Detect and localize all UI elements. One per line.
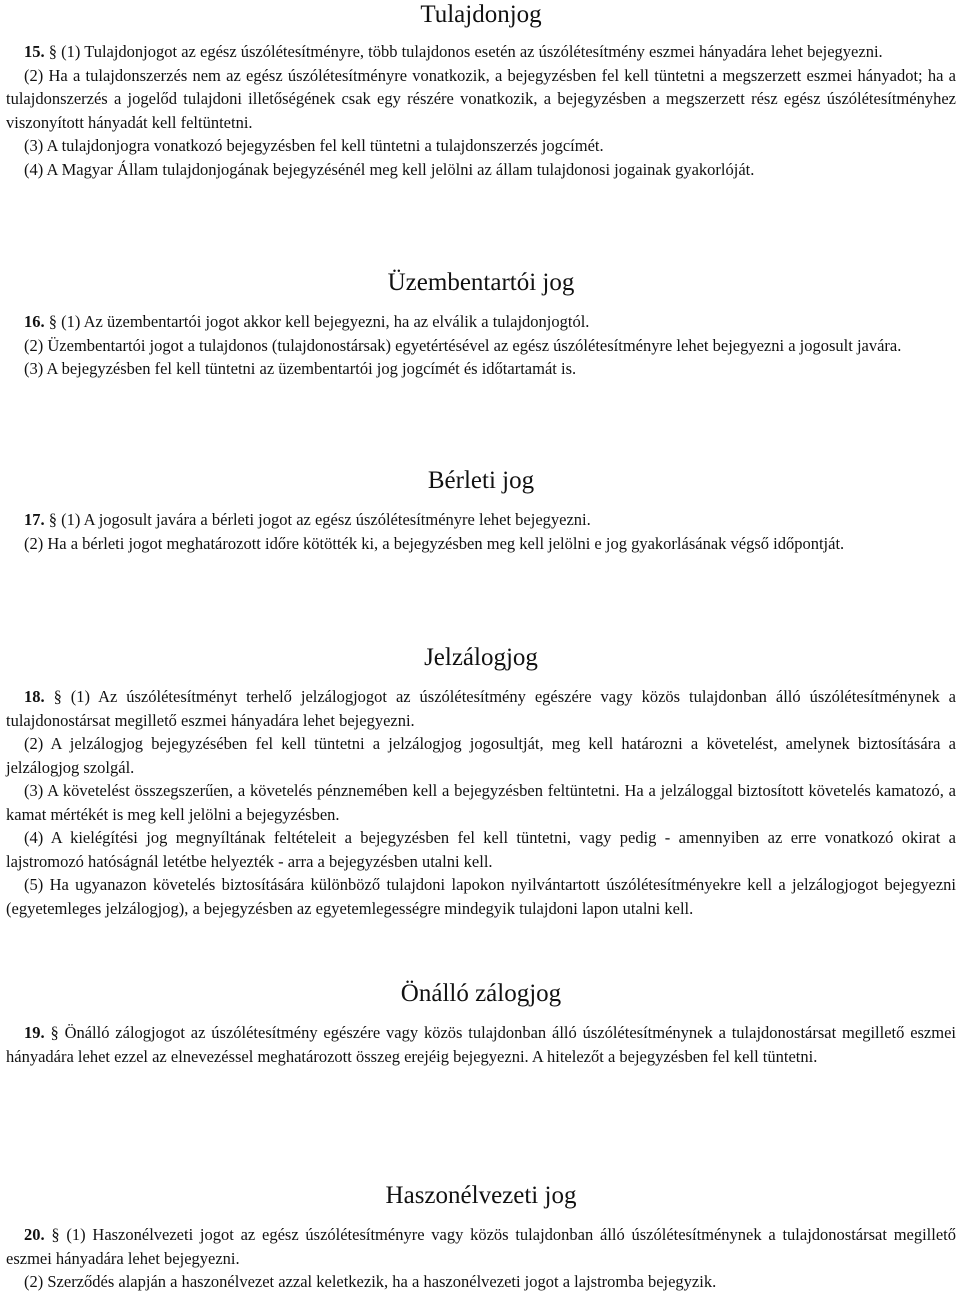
- section-number: 15.: [24, 42, 45, 61]
- paragraph-text: (1) Az úszólétesítményt terhelő jelzálogjogot az úszólétesítmény egészére vagy közös tulajdonban álló úszólétesítménynek a tulajdonostársat megillető eszmei hányadára lehet bejegyezni.: [6, 687, 956, 730]
- section-heading: Önálló zálogjog: [400, 980, 562, 1007]
- section-heading: Jelzálogjog: [424, 644, 538, 671]
- section-number: 18.: [24, 687, 45, 706]
- paragraph: (3) A bejegyzésben fel kell tüntetni az üzembentartói jog jogcímét és időtartamát is.: [24, 359, 577, 378]
- paragraph: [6, 1223, 956, 1270]
- paragraph: [6, 40, 956, 64]
- paragraph: (2) A jelzálogjog bejegyzésében fel kell tüntetni a jelzálogjog jogosultját, meg kell határozni a követelést, amelynek biztosítására a jelzálogjog szolgál.: [6, 734, 956, 777]
- paragraph: (4) A Magyar Állam tulajdonjogának bejegyzésénél meg kell jelölni az állam tulajdonosi jogainak gyakorlóját.: [24, 159, 755, 179]
- section-sign: §: [53, 687, 62, 706]
- section-heading: Bérleti jog: [427, 467, 535, 494]
- section-heading: Üzembentartói jog: [387, 269, 575, 296]
- section-haszonelvezeti-jog: [6, 1181, 956, 1294]
- section-sign: §: [48, 312, 57, 331]
- section-heading: Tulajdonjog: [420, 1, 542, 28]
- paragraph: [6, 685, 956, 732]
- section-berleti-jog: [6, 466, 956, 555]
- section-number: 19.: [24, 1023, 45, 1042]
- section-sign: §: [51, 1225, 60, 1244]
- section-jelzalogjog: [6, 643, 956, 920]
- section-number: 17.: [24, 510, 45, 529]
- paragraph: [6, 508, 956, 532]
- paragraph: (3) A tulajdonjogra vonatkozó bejegyzésben fel kell tüntetni a tulajdonszerzés jogcímét.: [24, 136, 604, 155]
- section-heading: Haszonélvezeti jog: [385, 1182, 577, 1209]
- section-onallo-zalogjog: [6, 979, 956, 1068]
- section-tulajdonjog: [6, 0, 956, 181]
- paragraph: (4) A kielégítési jog megnyíltának feltételeit a bejegyzésben fel kell tüntetni, vagy pedig - amennyiben az erre vonatkozó okirat a lajstromozó hatóságnál letétbe helyezték - arra a bejegyzésben utalni kell.: [6, 828, 956, 871]
- paragraph-text: (1) Tulajdonjogot az egész úszólétesítményre, több tulajdonos esetén az úszólétesítmény eszmei hányadára lehet bejegyezni.: [61, 42, 883, 61]
- section-number: 16.: [24, 312, 45, 331]
- paragraph-text: (1) Az üzembentartói jogot akkor kell bejegyezni, ha az elválik a tulajdonjogtól.: [61, 312, 590, 331]
- section-sign: §: [48, 42, 57, 61]
- paragraph: (2) Ha a tulajdonszerzés nem az egész úszólétesítményre vonatkozik, a bejegyzésben fel kell tüntetni a megszerzett eszmei hányadot; ha a tulajdonszerzés a jogelőd tulajdoni illetőségének csak egy részére vonatkozik, a bejegyzésben a megszerzett rész egész úszólétesítményhez viszonyított hányadát kell feltüntetni.: [6, 65, 956, 132]
- paragraph: [6, 1021, 956, 1068]
- paragraph-text: (1) Haszonélvezeti jogot az egész úszólétesítményre vagy közös tulajdonban álló úszólétesítménynek a tulajdonostársat megillető eszmei hányadára lehet bejegyezni.: [6, 1225, 957, 1268]
- section-number: 20.: [24, 1225, 45, 1244]
- paragraph-text: Önálló zálogjogot az úszólétesítmény egészére vagy közös tulajdonban álló úszólétesítménynek a tulajdonostársat megillető eszmei hányadára lehet ezzel az elnevezéssel meghatározott összeg erejéig bejegyezni. A hitelezőt a bejegyzésben fel kell tüntetni.: [6, 1023, 957, 1066]
- paragraph: (2) Ha a bérleti jogot meghatározott időre kötötték ki, a bejegyzésben meg kell jelölni e jog gyakorlásának végső időpontját.: [24, 533, 845, 553]
- section-uzembentartoi-jog: [6, 268, 956, 381]
- section-sign: §: [50, 1023, 59, 1042]
- paragraph: [6, 310, 956, 334]
- paragraph: (2) Szerződés alapján a haszonélvezet azzal keletkezik, ha a haszonélvezeti jogot a lajstromba bejegyzik.: [24, 1272, 717, 1291]
- section-sign: §: [48, 510, 57, 529]
- paragraph-text: (1) A jogosult javára a bérleti jogot az egész úszólétesítményre lehet bejegyezni.: [61, 510, 591, 529]
- paragraph: (3) A követelést összegszerűen, a követelés pénznemében kell a bejegyzésben feltüntetni. Ha a jelzáloggal biztosított követelés kamatozó, a kamat mértékét is meg kell jelölni a bejegyzésben.: [6, 781, 956, 824]
- paragraph: (5) Ha ugyanazon követelés biztosítására különböző tulajdoni lapokon nyilvántartott úszólétesítményekre kell a jelzálogjogot bejegyezni (egyetemleges jelzálogjog), a bejegyzésben az egyetemlegességre mindegyik tulajdoni lapon utalni kell.: [6, 875, 956, 918]
- paragraph: (2) Üzembentartói jogot a tulajdonos (tulajdonostársak) egyetértésével az egész úszólétesítményre lehet bejegyezni a jogosult javára.: [24, 335, 902, 355]
